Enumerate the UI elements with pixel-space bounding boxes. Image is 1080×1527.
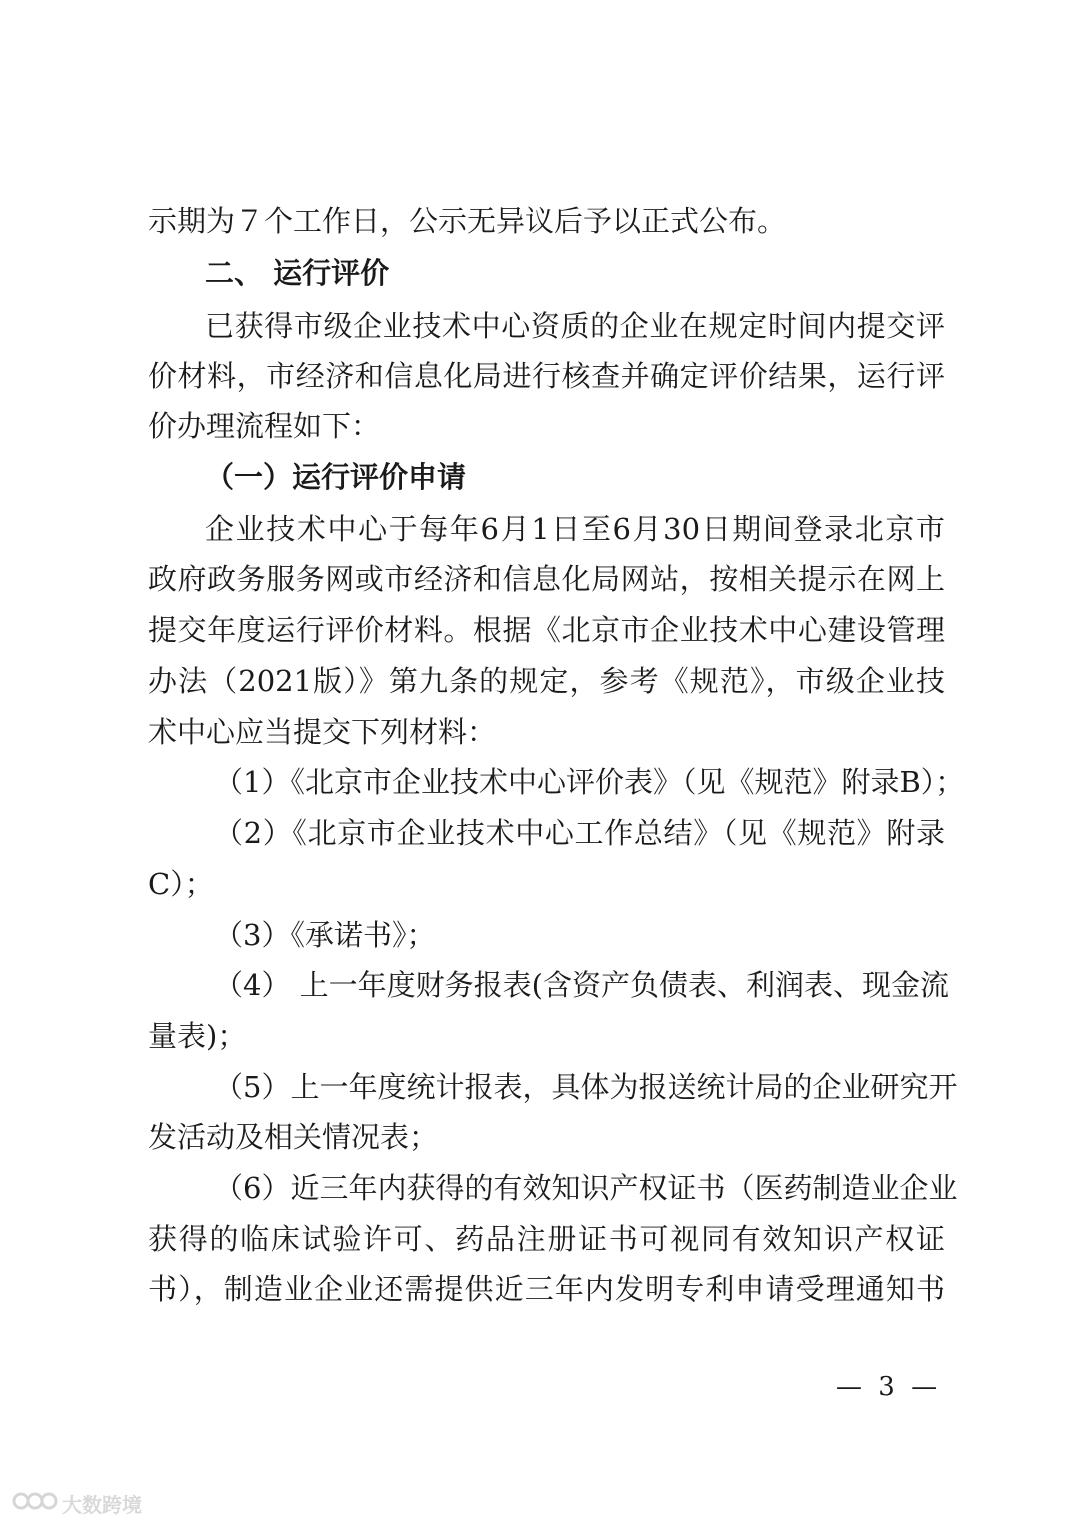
subsection-heading: （一）运行评价申请 bbox=[205, 460, 467, 494]
text-line: 政府政务服务网或市经济和信息化局网站，按相关提示在网上 bbox=[148, 562, 945, 596]
text-line: 术中心应当提交下列材料： bbox=[148, 715, 497, 749]
text-line: 量表)； bbox=[148, 1019, 247, 1053]
text-line: 企业技术中心于每年6月1日至6月30日期间登录北京市 bbox=[205, 512, 945, 546]
list-item: （3）《承诺书》； bbox=[214, 918, 436, 952]
list-item: （6）近三年内获得的有效知识产权证书（医药制造业企业 bbox=[214, 1171, 958, 1205]
text-line: 提交年度运行评价材料。根据《北京市企业技术中心建设管理 bbox=[148, 613, 945, 647]
list-item: （1）《北京市企业技术中心评价表》（见《规范》附录B）； bbox=[214, 765, 965, 799]
text-line: 获得的临床试验许可、药品注册证书可视同有效知识产权证 bbox=[148, 1222, 945, 1256]
text-line: C）； bbox=[148, 867, 214, 901]
section-heading: 二、 运行评价 bbox=[205, 256, 390, 290]
page-number: — 3 — bbox=[836, 1372, 942, 1402]
text-line: 办法（2021版）》第九条的规定，参考《规范》，市级企业技 bbox=[148, 664, 945, 698]
text-line: 书），制造业企业还需提供近三年内发明专利申请受理通知书 bbox=[148, 1272, 945, 1306]
watermark bbox=[12, 1488, 142, 1518]
watermark-text: 大数跨境 bbox=[62, 1492, 142, 1517]
logo-icon bbox=[12, 1488, 58, 1519]
list-item: （4） 上一年度财务报表(含资产负债表、利润表、现金流 bbox=[214, 968, 949, 1002]
list-item: （5）上一年度统计报表，具体为报送统计局的企业研究开 bbox=[214, 1070, 958, 1104]
list-item: （2）《北京市企业技术中心工作总结》（见《规范》附录 bbox=[214, 816, 945, 850]
text-line: 价办理流程如下： bbox=[148, 409, 381, 443]
text-line: 价材料，市经济和信息化局进行核查并确定评价结果，运行评 bbox=[148, 359, 945, 393]
text-line: 已获得市级企业技术中心资质的企业在规定时间内提交评 bbox=[205, 309, 945, 343]
text-line: 发活动及相关情况表； bbox=[148, 1120, 439, 1154]
text-line: 示期为７个工作日，公示无异议后予以正式公布。 bbox=[148, 204, 787, 238]
